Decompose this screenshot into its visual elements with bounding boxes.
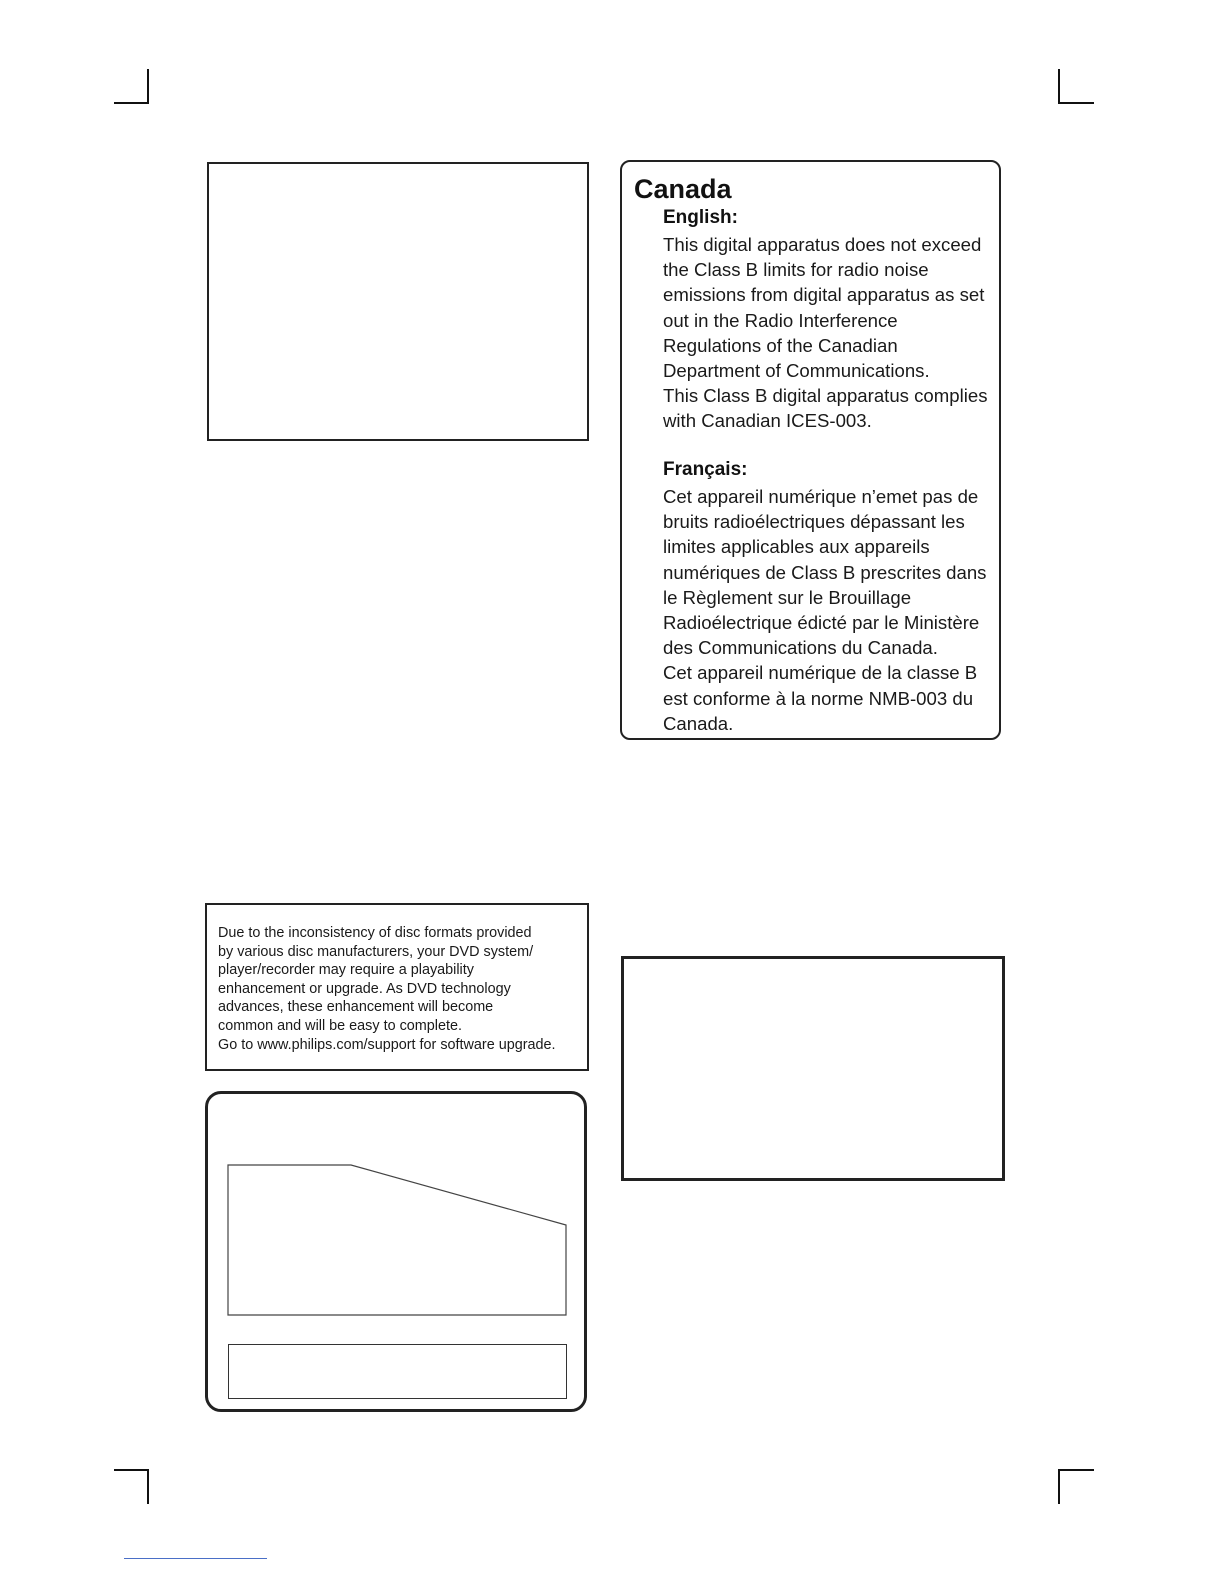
english-line: This Class B digital apparatus complies [663,385,988,407]
blank-label-box-top-left [207,162,589,441]
english-heading: English: [663,207,738,228]
french-line: le Règlement sur le Brouillage [663,586,912,608]
french-line: Cet appareil numérique n’emet pas de [663,486,979,507]
french-line: Canada. [663,712,734,734]
crop-mark-top-left-vertical [147,69,149,104]
crop-mark-bottom-right-vertical [1058,1469,1060,1504]
french-line: Cet appareil numérique de la classe B [663,662,978,684]
english-line: This digital apparatus does not exceed [663,234,982,255]
crop-mark-bottom-left-vertical [147,1469,149,1504]
beveled-frame-outline [226,1163,569,1318]
english-paragraph [663,232,999,434]
beveled-frame-path [228,1165,566,1315]
french-line: est conforme à la norme NMB-003 du [663,687,974,709]
notice-line: player/recorder may require a playability [218,962,474,979]
french-line: des Communications du Canada. [663,637,938,659]
notice-line: Go to www.philips.com/support for software upgrade. [218,1036,556,1053]
french-line: limites applicables aux appareils [663,536,930,558]
crop-mark-top-right-horizontal [1058,102,1094,104]
english-line: out in the Radio Interference [663,309,898,331]
canada-compliance-box [620,160,1001,740]
notice-text [218,924,556,1054]
english-line: Regulations of the Canadian [663,334,898,356]
blank-label-box-right [621,956,1005,1181]
english-line: the Class B limits for radio noise [663,259,929,281]
canada-title: Canada [634,174,732,204]
french-line: Radioélectrique édicté par le Ministère [663,612,980,634]
french-heading: Français: [663,459,748,480]
blank-inner-bar [228,1344,567,1399]
crop-mark-bottom-right-horizontal [1058,1469,1094,1471]
english-line: with Canadian ICES-003. [663,410,872,432]
crop-mark-top-right-vertical [1058,69,1060,104]
notice-line: enhancement or upgrade. As DVD technology [218,980,511,997]
notice-line: common and will be easy to complete. [218,1017,462,1034]
notice-line: by various disc manufacturers, your DVD system/ [218,943,534,960]
dvd-upgrade-notice-box [205,903,589,1071]
french-line: bruits radioélectriques dépassant les [663,511,965,533]
crop-mark-top-left-horizontal [114,102,149,104]
english-line: Department of Communications. [663,360,930,382]
french-line: numériques de Class B prescrites dans [663,561,987,583]
notice-line: advances, these enhancement will become [218,999,494,1016]
crop-mark-bottom-left-horizontal [114,1469,149,1471]
french-paragraph [663,484,999,736]
notice-line: Due to the inconsistency of disc formats provided [218,925,532,941]
blue-underline-fragment [124,1558,267,1559]
english-line: emissions from digital apparatus as set [663,284,985,306]
